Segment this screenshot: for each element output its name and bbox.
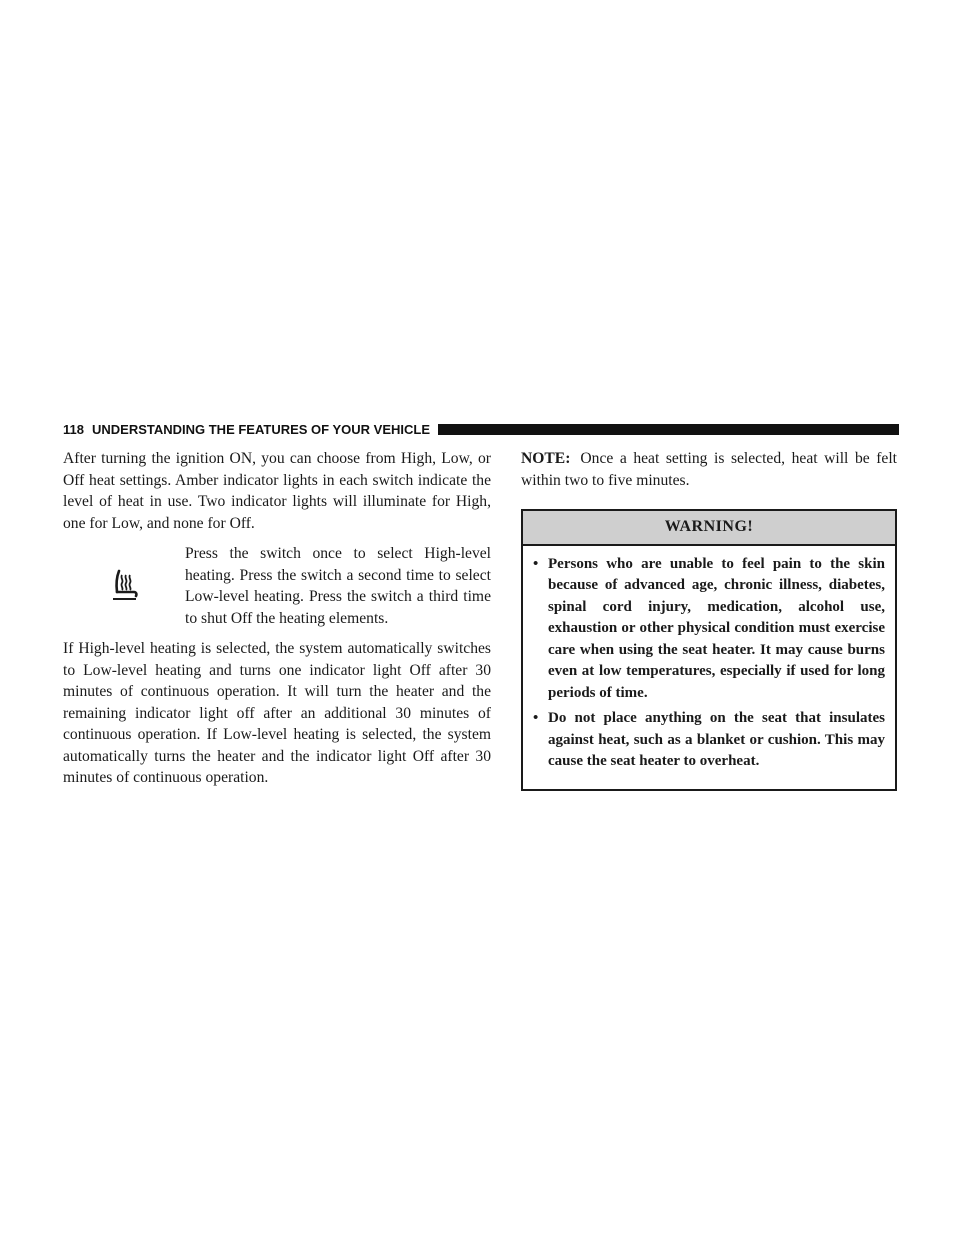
note-paragraph	[521, 448, 897, 491]
note-label: NOTE:	[521, 450, 571, 467]
warning-box	[521, 509, 897, 791]
warning-item: • Do not place anything on the seat that insulates against heat, such as a blanket or cushion. This may cause the seat heater to overheat.	[533, 710, 885, 769]
warning-item: • Persons who are unable to feel pain to the skin because of advanced age, chronic illness, diabetes, spinal cord injury, medication, alcohol use, exhaustion or other physical condition must exercise care when using the seat heater. It may cause burns even at low temperatures, especially if used for long periods of time.	[533, 555, 885, 701]
warning-list	[523, 546, 895, 789]
section-title: UNDERSTANDING THE FEATURES OF YOUR VEHICLE	[91, 421, 431, 437]
paragraph-auto-shutoff: If High-level heating is selected, the system automatically switches to Low-level heating and turns one indicator light Off after 30 minutes of continuous operation. It will turn the heater and the remaining indicator light off after an additional 30 minutes of continuous operation. If Low-level heating is selected, the system automatically turns the heater and the indicator light Off after 30 minutes of continuous operation.	[63, 640, 491, 786]
page-number: 118	[63, 421, 84, 437]
paragraph-heat-settings: After turning the ignition ON, you can choose from High, Low, or Off heat settings. Amber indicator lights in each switch indicate the level of heat in use. Two indicator lights will illuminate for High, one for Low, and none for Off.	[63, 450, 491, 532]
header-rule	[438, 424, 899, 435]
right-column	[521, 448, 897, 791]
warning-title: WARNING!	[523, 511, 895, 546]
bullet-icon: •	[533, 710, 539, 726]
heated-seat-icon	[63, 543, 185, 629]
paragraph-switch-press: Press the switch once to select High-level heating. Press the switch a second time to select Low-level heating. Press the switch a third time to shut Off the heating elements.	[185, 545, 491, 627]
bullet-icon: •	[533, 555, 539, 572]
switch-instructions	[63, 543, 491, 629]
left-column	[63, 448, 491, 789]
note-text: Once a heat setting is selected, heat will be felt within two to five minutes.	[521, 450, 897, 489]
page-header	[63, 420, 899, 438]
